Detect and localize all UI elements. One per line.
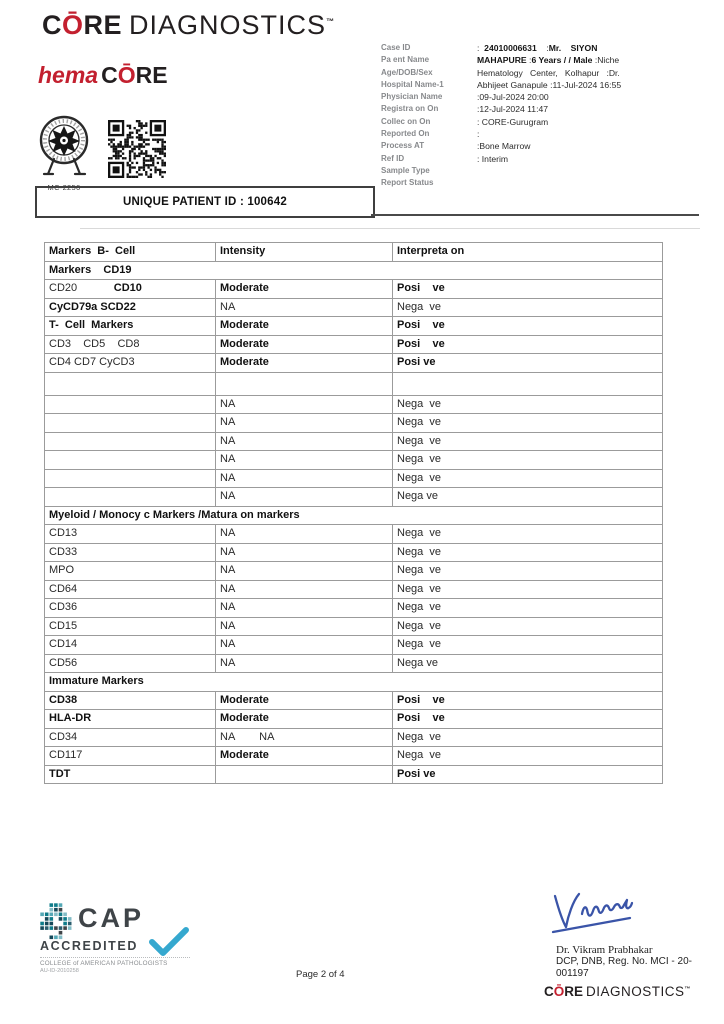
- info-label: Process AT: [381, 141, 425, 151]
- info-value-line: :12-Jul-2024 11:47: [477, 104, 549, 115]
- intensity-cell: NA: [216, 469, 393, 488]
- intensity-cell: NA: [216, 617, 393, 636]
- table-section-row: [45, 506, 663, 525]
- marker-cell: [45, 372, 216, 395]
- interpretation-cell: Nega ve: [393, 469, 663, 488]
- intensity-cell: NA: [216, 525, 393, 544]
- marker-cell: [45, 395, 216, 414]
- signature-block: [544, 887, 714, 999]
- intensity-cell: NA NA: [216, 728, 393, 747]
- table-row: [45, 728, 663, 747]
- table-row: [45, 451, 663, 470]
- intensity-cell: Intensity: [216, 243, 393, 262]
- table-row: [45, 372, 663, 395]
- table-row: [45, 354, 663, 373]
- table-section-row: [45, 261, 663, 280]
- cap-check-icon: [148, 927, 190, 957]
- footer-brand-logo: [544, 984, 714, 999]
- info-value-line: :09-Jul-2024 20:00: [477, 92, 549, 103]
- table-row: [45, 562, 663, 581]
- intensity-cell: NA: [216, 298, 393, 317]
- interpretation-cell: Posi ve: [393, 691, 663, 710]
- table-row: [45, 414, 663, 433]
- cap-college-line: COLLEGE of AMERICAN PATHOLOGISTS: [40, 957, 190, 967]
- marker-cell: CD34: [45, 728, 216, 747]
- interpretation-cell: Interpreta on: [393, 243, 663, 262]
- footer-trademark-symbol: ™: [684, 986, 691, 993]
- intensity-cell: NA: [216, 636, 393, 655]
- marker-cell: T- Cell Markers: [45, 317, 216, 336]
- product-re: RE: [135, 62, 168, 88]
- interpretation-cell: Nega ve: [393, 432, 663, 451]
- interpretation-cell: Nega ve: [393, 414, 663, 433]
- info-value-line: : 24010006631 :Mr. SIYON: [477, 43, 598, 53]
- table-row: [45, 747, 663, 766]
- info-value-line: : Interim: [477, 153, 509, 164]
- seal-icon: [36, 114, 92, 178]
- patient-id-text: UNIQUE PATIENT ID : 100642: [123, 196, 287, 208]
- table-header-row: [45, 243, 663, 262]
- product-logo: [38, 62, 168, 89]
- intensity-cell: NA: [216, 562, 393, 581]
- marker-cell: Markers B- Cell: [45, 243, 216, 262]
- intensity-cell: NA: [216, 654, 393, 673]
- intensity-cell: NA: [216, 543, 393, 562]
- qr-code: [108, 120, 166, 183]
- interpretation-cell: Nega ve: [393, 728, 663, 747]
- marker-cell: MPO: [45, 562, 216, 581]
- intensity-cell: Moderate: [216, 691, 393, 710]
- table-row: [45, 335, 663, 354]
- table-row: [45, 599, 663, 618]
- table-row: [45, 580, 663, 599]
- table-row: [45, 765, 663, 784]
- info-label: Age/DOB/Sex: [381, 67, 433, 77]
- section-title-cell: Markers CD19: [45, 261, 663, 280]
- marker-cell: CD4 CD7 CyCD3: [45, 354, 216, 373]
- intensity-cell: Moderate: [216, 335, 393, 354]
- interpretation-cell: Nega ve: [393, 451, 663, 470]
- product-c: C: [101, 62, 118, 88]
- marker-cell: [45, 432, 216, 451]
- intensity-cell: Moderate: [216, 317, 393, 336]
- intensity-cell: NA: [216, 414, 393, 433]
- qr-code-icon: [108, 120, 166, 178]
- info-label: Case ID: [381, 43, 411, 52]
- intensity-cell: NA: [216, 451, 393, 470]
- page-number: Page 2 of 4: [296, 969, 345, 980]
- marker-cell: CyCD79a SCD22: [45, 298, 216, 317]
- interpretation-cell: Posi ve: [393, 280, 663, 299]
- intensity-cell: [216, 765, 393, 784]
- info-value-line: :: [477, 129, 480, 140]
- marker-cell: [45, 414, 216, 433]
- signature-icon: [548, 887, 652, 937]
- table-row: [45, 636, 663, 655]
- intensity-cell: NA: [216, 599, 393, 618]
- interpretation-cell: [393, 372, 663, 395]
- cap-name: CAP: [78, 903, 145, 933]
- interpretation-cell: Nega ve: [393, 747, 663, 766]
- table-row: [45, 317, 663, 336]
- table-row: [45, 298, 663, 317]
- info-value-line: : CORE-Gurugram: [477, 116, 549, 127]
- table-section-row: [45, 673, 663, 692]
- table-row: [45, 617, 663, 636]
- interpretation-cell: Nega ve: [393, 617, 663, 636]
- marker-cell: TDT: [45, 765, 216, 784]
- table-row: [45, 691, 663, 710]
- interpretation-cell: Nega ve: [393, 562, 663, 581]
- signatory-credentials-line1: DCP, DNB, Reg. No. MCI - 20-: [556, 956, 692, 967]
- marker-cell: CD38: [45, 691, 216, 710]
- markers-table-wrap: [44, 242, 663, 784]
- info-value-line: Abhijeet Ganapule :11-Jul-2024 16:55: [477, 79, 622, 90]
- marker-cell: CD14: [45, 636, 216, 655]
- info-label: Ref ID: [381, 153, 405, 163]
- info-value-line: [477, 165, 705, 177]
- table-row: [45, 395, 663, 414]
- marker-cell: [45, 469, 216, 488]
- marker-cell: CD13: [45, 525, 216, 544]
- section-title-cell: Myeloid / Monocy c Markers /Matura on markers: [45, 506, 663, 525]
- info-value-line: MAHAPURE :6 Years / / Male :Niche: [477, 55, 620, 66]
- cap-logo: [40, 903, 190, 974]
- marker-cell: CD36: [45, 599, 216, 618]
- intensity-cell: NA: [216, 580, 393, 599]
- interpretation-cell: Posi ve: [393, 710, 663, 729]
- table-row: [45, 543, 663, 562]
- footer-brand-o-macron: Ō: [553, 984, 565, 999]
- brand-re: RE: [83, 10, 123, 40]
- header-divider: [371, 214, 699, 216]
- product-hema: hema: [38, 62, 99, 88]
- info-label: Registra on On: [381, 104, 439, 114]
- interpretation-cell: Nega ve: [393, 298, 663, 317]
- info-label: Reported On: [381, 129, 430, 139]
- interpretation-cell: Posi ve: [393, 354, 663, 373]
- table-row: [45, 654, 663, 673]
- brand-word2: DIAGNOSTICS: [129, 10, 327, 40]
- footer-brand-c: C: [544, 984, 554, 999]
- info-value-line: [477, 177, 705, 189]
- header-faint-divider: [80, 228, 700, 229]
- brand-c: C: [42, 10, 62, 40]
- cap-pixel-cross-icon: [40, 903, 74, 941]
- interpretation-cell: Posi ve: [393, 335, 663, 354]
- intensity-cell: NA: [216, 432, 393, 451]
- marker-cell: HLA-DR: [45, 710, 216, 729]
- marker-cell: CD117: [45, 747, 216, 766]
- interpretation-cell: Nega ve: [393, 525, 663, 544]
- interpretation-cell: Nega ve: [393, 636, 663, 655]
- marker-cell: [45, 488, 216, 507]
- marker-cell: CD20 CD10: [45, 280, 216, 299]
- interpretation-cell: Posi ve: [393, 317, 663, 336]
- cap-accredited: [40, 939, 190, 953]
- signatory-credentials-line2: 001197: [556, 968, 589, 979]
- intensity-cell: NA: [216, 488, 393, 507]
- table-row: [45, 525, 663, 544]
- info-label: Report Status: [381, 178, 434, 188]
- patient-id-box: [35, 186, 375, 218]
- table-row: [45, 280, 663, 299]
- marker-cell: CD15: [45, 617, 216, 636]
- interpretation-cell: Nega ve: [393, 488, 663, 507]
- marker-cell: CD64: [45, 580, 216, 599]
- intensity-cell: [216, 372, 393, 395]
- patient-info-labels: [381, 42, 475, 190]
- signatory-name: Dr. Vikram Prabhakar: [556, 944, 653, 956]
- info-label: Pa ent Name: [381, 55, 430, 65]
- interpretation-cell: Nega ve: [393, 599, 663, 618]
- product-o-macron: Ō: [117, 62, 136, 88]
- info-label: Sample Type: [381, 165, 430, 175]
- interpretation-cell: Nega ve: [393, 543, 663, 562]
- table-row: [45, 432, 663, 451]
- brand-logo: [42, 10, 335, 41]
- info-value-line: :Bone Marrow: [477, 141, 531, 152]
- interpretation-cell: Nega ve: [393, 395, 663, 414]
- footer-brand-re: RE: [564, 984, 584, 999]
- table-row: [45, 710, 663, 729]
- intensity-cell: NA: [216, 395, 393, 414]
- patient-info-values: [477, 42, 705, 190]
- cap-accredited-text: ACCREDITED: [40, 939, 138, 953]
- trademark-symbol: ™: [326, 17, 335, 26]
- info-label: Hospital Name-1: [381, 79, 444, 89]
- intensity-cell: Moderate: [216, 747, 393, 766]
- intensity-cell: Moderate: [216, 354, 393, 373]
- footer-brand-word2: DIAGNOSTICS: [586, 984, 685, 999]
- info-label: Collec on On: [381, 116, 431, 126]
- interpretation-cell: Nega ve: [393, 580, 663, 599]
- accreditation-seal: [36, 114, 92, 192]
- marker-cell: CD56: [45, 654, 216, 673]
- marker-cell: CD3 CD5 CD8: [45, 335, 216, 354]
- interpretation-cell: Nega ve: [393, 654, 663, 673]
- intensity-cell: Moderate: [216, 280, 393, 299]
- marker-cell: CD33: [45, 543, 216, 562]
- markers-table: [44, 242, 663, 784]
- cap-au-id: AU-ID-2010258: [40, 968, 79, 974]
- interpretation-cell: Posi ve: [393, 765, 663, 784]
- section-title-cell: Immature Markers: [45, 673, 663, 692]
- table-row: [45, 469, 663, 488]
- info-label: Physician Name: [381, 92, 443, 102]
- seal-caption: MC-2256: [47, 183, 81, 192]
- marker-cell: [45, 451, 216, 470]
- intensity-cell: Moderate: [216, 710, 393, 729]
- info-value-line: Hematology Center, Kolhapur :Dr.: [477, 67, 620, 78]
- brand-o-macron: Ō: [62, 10, 84, 40]
- table-row: [45, 488, 663, 507]
